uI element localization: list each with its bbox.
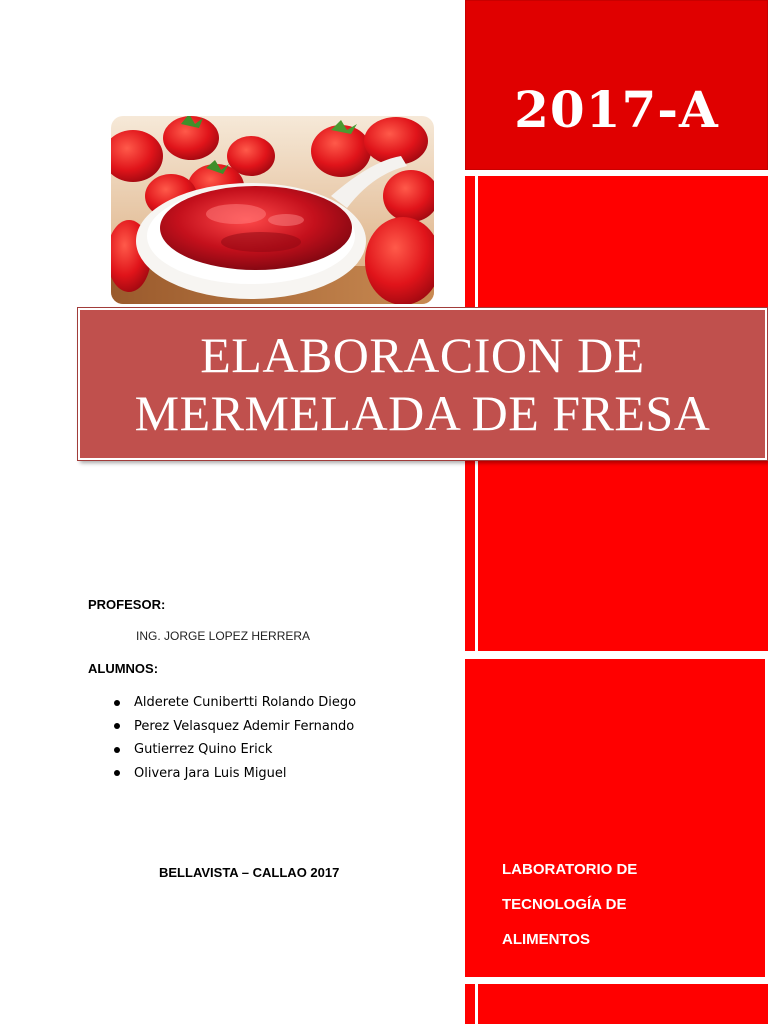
lab-line-2: TECNOLOGÍA DE	[502, 896, 627, 913]
title-line-1: ELABORACION DE	[200, 327, 645, 383]
bullet-icon	[114, 700, 120, 706]
student-name: Olivera Jara Luis Miguel	[134, 765, 287, 781]
student-name: Perez Velasquez Ademir Fernando	[134, 718, 355, 734]
alumnos-label: ALUMNOS:	[88, 661, 159, 676]
student-name: Gutierrez Quino Erick	[134, 742, 273, 758]
profesor-label: PROFESOR:	[88, 597, 166, 612]
bullet-icon	[114, 770, 120, 776]
lab-line-1: LABORATORIO DE	[502, 861, 638, 878]
red-stripe-foot-left	[465, 984, 475, 1024]
student-name: Alderete Cunibertti Rolando Diego	[134, 695, 357, 711]
list-item	[112, 762, 356, 786]
red-column-foot	[478, 984, 768, 1024]
lab-name	[502, 852, 752, 957]
title-line-2: MERMELADA DE FRESA	[134, 385, 711, 441]
bullet-icon	[114, 747, 120, 753]
student-list	[112, 691, 356, 785]
lab-line-3: ALIMENTOS	[502, 931, 591, 948]
title-banner	[78, 308, 767, 460]
list-item	[112, 715, 356, 739]
place-date: BELLAVISTA – CALLAO 2017	[159, 865, 340, 880]
bullet-icon	[114, 723, 120, 729]
strawberry-jam-photo	[111, 116, 434, 304]
profesor-name: ING. JORGE LOPEZ HERRERA	[136, 629, 311, 643]
list-item	[112, 738, 356, 762]
strawberry-jam-image	[111, 116, 434, 304]
list-item	[112, 691, 356, 715]
year-label: 2017-A	[514, 80, 719, 139]
